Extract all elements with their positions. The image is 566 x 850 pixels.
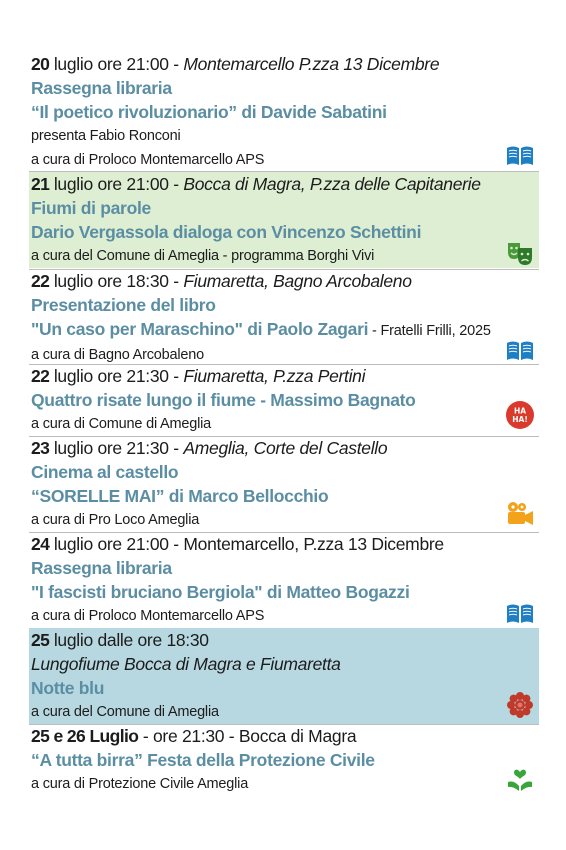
- event-organizer: a cura di Comune di Ameglia: [31, 416, 211, 432]
- event-subtitle: Dario Vergassola dialoga con Vincenzo Schettini: [31, 222, 422, 242]
- event-date-line: [31, 532, 539, 556]
- event-day: 25: [31, 630, 50, 650]
- event-day: 24: [31, 534, 50, 554]
- book-icon: [505, 140, 535, 170]
- event-organizer: a cura di Proloco Montemarcello APS: [31, 152, 265, 168]
- event-time: luglio ore 21:30 -: [49, 366, 184, 386]
- event-24-luglio: [29, 532, 539, 628]
- svg-text:HA: HA: [513, 406, 527, 416]
- event-title: Notte blu: [31, 678, 105, 698]
- event-time: luglio dalle ore 18:30: [49, 630, 209, 650]
- event-subtitle: [31, 317, 539, 343]
- event-time: luglio ore 21:00 -: [49, 534, 184, 554]
- book-icon: [505, 598, 535, 628]
- svg-text:HA!: HA!: [512, 415, 528, 424]
- event-title: Presentazione del libro: [31, 295, 216, 315]
- event-date-line: [31, 364, 539, 388]
- event-20-luglio: [29, 52, 539, 170]
- event-organizer: a cura del Comune di Ameglia: [31, 704, 219, 720]
- event-23-luglio: [29, 436, 539, 531]
- event-place: Montemarcello, P.zza 13 Dicembre: [183, 534, 444, 554]
- event-day: 22: [31, 366, 50, 386]
- event-publisher: - Fratelli Frilli, 2025: [368, 323, 491, 339]
- event-subtitle: “Il poetico rivoluzionario” di Davide Sabatini: [31, 102, 387, 122]
- event-25-26-luglio: [29, 724, 539, 798]
- event-21-luglio: [29, 172, 539, 268]
- event-time: luglio ore 18:30 -: [49, 271, 184, 291]
- event-date-line: [31, 269, 539, 293]
- event-subtitle: "I fascisti bruciano Bergiola" di Matteo Bogazzi: [31, 582, 410, 602]
- event-time: luglio ore 21:00 -: [49, 54, 184, 74]
- event-25-luglio: [29, 628, 539, 724]
- event-time: - ore 21:30 - Bocca di Magra: [138, 726, 357, 746]
- book-icon: [505, 335, 535, 365]
- event-22-luglio-2130: [29, 364, 539, 436]
- event-time: luglio ore 21:00 -: [49, 174, 184, 194]
- event-organizer: a cura di Bagno Arcobaleno: [31, 347, 204, 363]
- movie-camera-icon: [505, 499, 535, 529]
- event-subtitle-main: "Un caso per Maraschino" di Paolo Zagari: [31, 319, 369, 339]
- event-organizer: a cura di Proloco Montemarcello APS: [31, 608, 265, 624]
- event-organizer: a cura di Protezione Civile Ameglia: [31, 776, 249, 792]
- event-title: Fiumi di parole: [31, 198, 151, 218]
- event-place: Bocca di Magra, P.zza delle Capitanerie: [183, 174, 481, 194]
- event-title: Quattro risate lungo il fiume - Massimo Bagnato: [31, 390, 416, 410]
- event-time: luglio ore 21:30 -: [49, 438, 184, 458]
- event-title: Cinema al castello: [31, 462, 179, 482]
- event-date-line: [31, 724, 539, 748]
- event-day: 22: [31, 271, 50, 291]
- event-place: Fiumaretta, Bagno Arcobaleno: [183, 271, 412, 291]
- event-subtitle: “SORELLE MAI” di Marco Bellocchio: [31, 486, 329, 506]
- event-place: Montemarcello P.zza 13 Dicembre: [183, 54, 440, 74]
- event-place: Ameglia, Corte del Castello: [183, 438, 388, 458]
- haha-laugh-icon: [505, 400, 535, 430]
- event-title: Rassegna libraria: [31, 78, 172, 98]
- event-day: 23: [31, 438, 50, 458]
- event-place: Lungofiume Bocca di Magra e Fiumaretta: [31, 654, 341, 674]
- event-day: 20: [31, 54, 50, 74]
- flower-icon: [505, 690, 535, 720]
- event-day: 21: [31, 174, 50, 194]
- event-date-line: [31, 436, 539, 460]
- event-date-line: [31, 628, 539, 652]
- event-date-line: [31, 52, 539, 76]
- event-title: “A tutta birra” Festa della Protezione Civile: [31, 750, 375, 770]
- heart-hands-icon: [505, 766, 535, 796]
- event-place: Fiumaretta, P.zza Pertini: [183, 366, 366, 386]
- event-organizer: a cura del Comune di Ameglia - programma Borghi Vivi: [31, 248, 375, 264]
- event-day: 25 e 26 Luglio: [31, 726, 139, 746]
- theater-masks-icon: [505, 238, 535, 268]
- event-organizer: a cura di Pro Loco Ameglia: [31, 512, 200, 528]
- event-note: presenta Fabio Ronconi: [31, 128, 181, 144]
- event-22-luglio-1830: [29, 269, 539, 363]
- event-title: Rassegna libraria: [31, 558, 172, 578]
- event-date-line: [31, 172, 539, 196]
